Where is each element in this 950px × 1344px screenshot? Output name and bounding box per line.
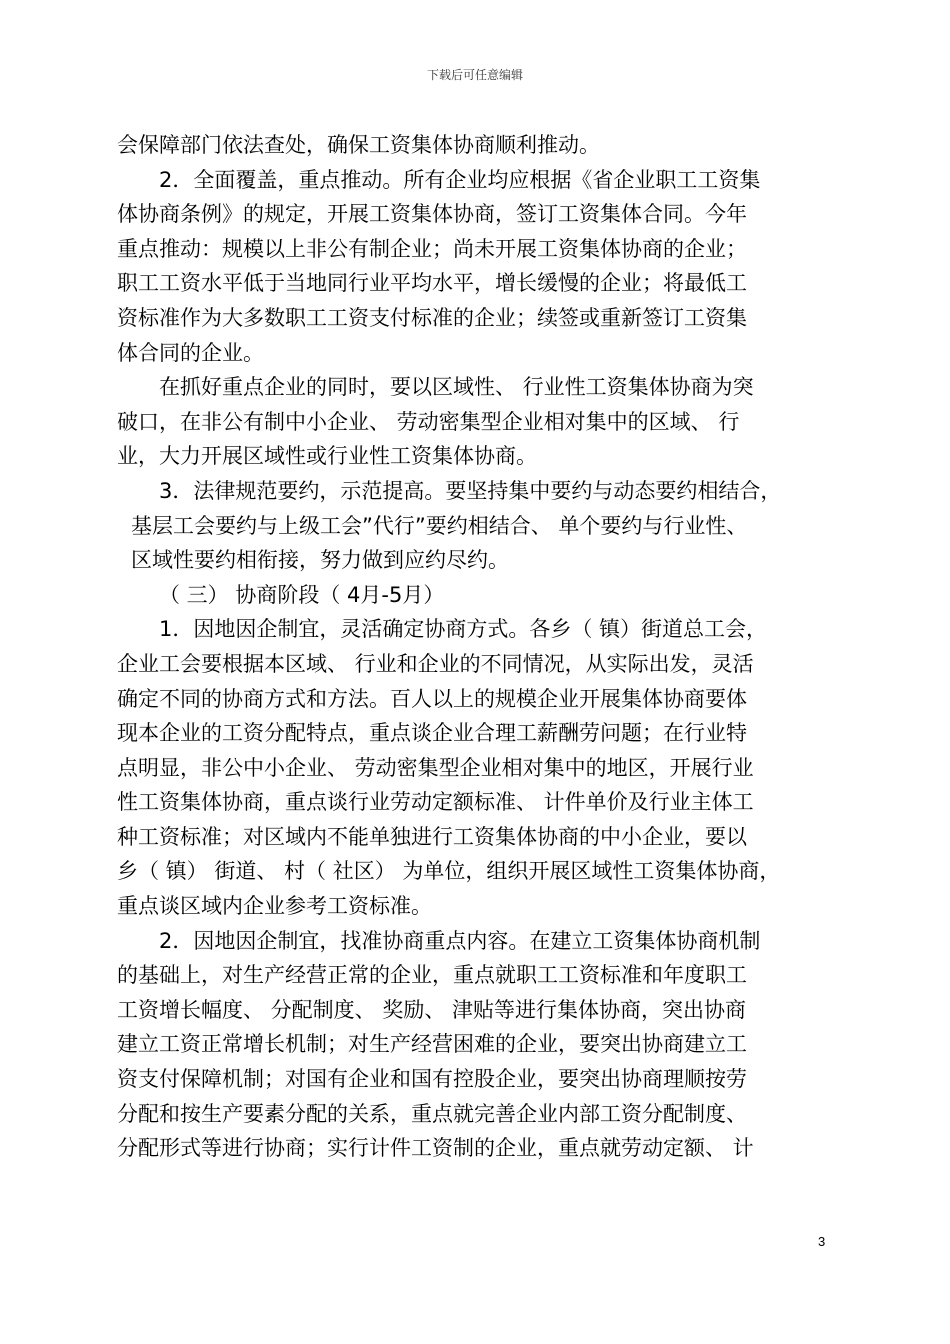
text-line: 乡（ 镇） 街道、 村（ 社区） 为单位，组织开展区域性工资集体协商， bbox=[117, 859, 781, 884]
text-line: 基层工会要约与上级工会”代行”要约相结合、 单个要约与行业性、 bbox=[131, 513, 748, 538]
text-line: 破口，在非公有制中小企业、 劳动密集型企业相对集中的区域、 行 bbox=[117, 409, 740, 434]
text-line: 分配和按生产要素分配的关系，重点就完善企业内部工资分配制度、 bbox=[117, 1101, 747, 1126]
text-line: 分配形式等进行协商；实行计件工资制的企业，重点就劳动定额、 计 bbox=[117, 1136, 754, 1161]
text-line: 建立工资正常增长机制；对生产经营困难的企业，要突出协商建立工 bbox=[117, 1032, 747, 1057]
section-heading: （ 三） 协商阶段（ 4月-5月） bbox=[159, 582, 445, 607]
text-line: 点明显，非公中小企业、 劳动密集型企业相对集中的地区，开展行业 bbox=[117, 755, 754, 780]
text-line: 种工资标准；对区域内不能单独进行工资集体协商的中小企业，要以 bbox=[117, 824, 747, 849]
text-line: 体合同的企业。 bbox=[117, 340, 264, 365]
text-line: 区域性要约相衔接，努力做到应约尽约。 bbox=[131, 548, 509, 573]
text-line: 现本企业的工资分配特点，重点谈企业合理工薪酬劳问题；在行业特 bbox=[117, 721, 747, 746]
text-line: 性工资集体协商，重点谈行业劳动定额标准、 计件单价及行业主体工 bbox=[117, 790, 754, 815]
text-line: 1．因地因企制宜，灵活确定协商方式。各乡（ 镇）街道总工会， bbox=[159, 617, 768, 642]
text-line: 2．因地因企制宜，找准协商重点内容。在建立工资集体协商机制 bbox=[159, 928, 761, 953]
text-line: 2．全面覆盖，重点推动。所有企业均应根据《省企业职工工资集 bbox=[159, 167, 761, 192]
text-line: 企业工会要根据本区域、 行业和企业的不同情况，从实际出发，灵活 bbox=[117, 651, 754, 676]
text-line: 业，大力开展区域性或行业性工资集体协商。 bbox=[117, 444, 537, 469]
text-line: 在抓好重点企业的同时，要以区域性、 行业性工资集体协商为突 bbox=[159, 375, 754, 400]
text-line: 确定不同的协商方式和方法。百人以上的规模企业开展集体协商要体 bbox=[117, 686, 747, 711]
text-line: 职工工资水平低于当地同行业平均水平，增长缓慢的企业；将最低工 bbox=[117, 271, 747, 296]
page-header: 下载后可任意编辑 bbox=[426, 68, 523, 82]
text-line: 工资增长幅度、 分配制度、 奖励、 津贴等进行集体协商，突出协商 bbox=[117, 997, 747, 1022]
page-number: 3 bbox=[818, 1234, 826, 1249]
text-line: 重点谈区域内企业参考工资标准。 bbox=[117, 894, 432, 919]
body-text bbox=[117, 128, 837, 1166]
text-line: 资支付保障机制；对国有企业和国有控股企业，要突出协商理顺按劳 bbox=[117, 1067, 747, 1092]
text-line: 会保障部门依法查处，确保工资集体协商顺利推动。 bbox=[117, 133, 600, 157]
text-line: 体协商条例》的规定，开展工资集体协商，签订工资集体合同。今年 bbox=[117, 202, 747, 227]
text-line: 资标准作为大多数职工工资支付标准的企业；续签或重新签订工资集 bbox=[117, 305, 747, 330]
text-line: 的基础上，对生产经营正常的企业，重点就职工工资标准和年度职工 bbox=[117, 963, 747, 988]
text-line: 3．法律规范要约，示范提高。要坚持集中要约与动态要约相结合， bbox=[159, 478, 782, 503]
text-line: 重点推动：规模以上非公有制企业；尚未开展工资集体协商的企业； bbox=[117, 236, 747, 261]
